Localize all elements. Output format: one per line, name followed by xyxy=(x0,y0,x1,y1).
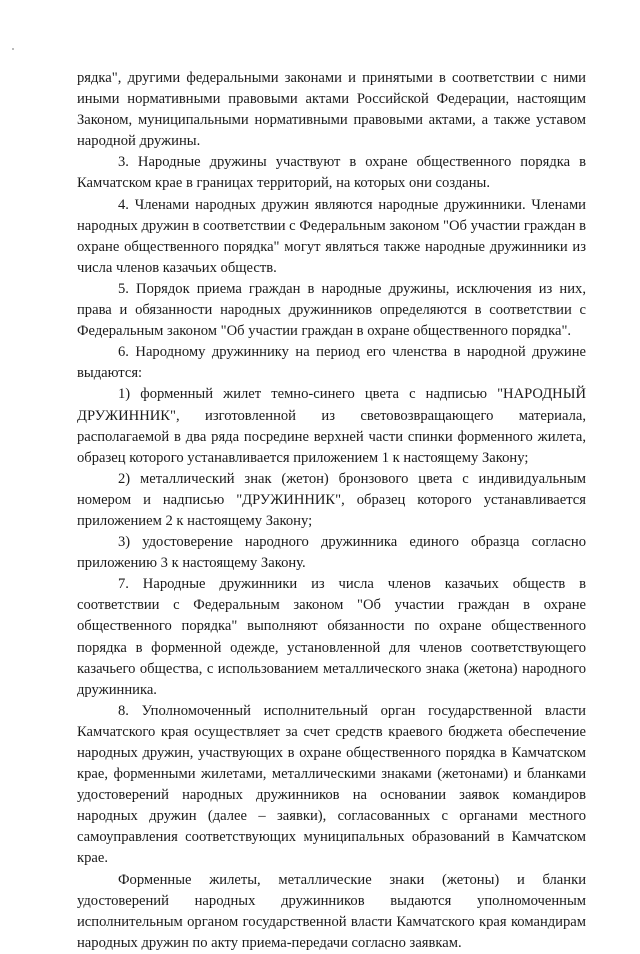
paragraph-6: 6. Народному дружиннику на период его членства в народной дружине выдаются: xyxy=(77,344,586,382)
scan-speck xyxy=(12,48,14,50)
paragraph-6-item-1: 1) форменный жилет темно-синего цвета с надписью "НАРОДНЫЙ ДРУЖИННИК", изготовленной из световозвращающего материала, располагаемой в два ряда посредине верхней части спинки форменного жилета, образец которого устанавливается приложением 1 к настоящему Закону; xyxy=(77,386,586,466)
paragraph-6-item-3: 3) удостоверение народного дружинника единого образца согласно приложению 3 к настоящему Закону. xyxy=(77,534,586,572)
paragraph-continuation: рядка", другими федеральными законами и принятыми в соответствии с ними иными нормативными правовыми актами Российской Федерации, настоящим Законом, муниципальными нормативными правовыми актами, а также уставом народной дружины. xyxy=(77,70,586,150)
paragraph-7: 7. Народные дружинники из числа членов казачьих обществ в соответствии с Федеральным законом "Об участии граждан в охране общественного порядка" выполняют обязанности по охране общественного порядка в форменной одежде, установленной для членов соответствующего казачьего общества, с использованием металлического знака (жетона) народного дружинника. xyxy=(77,576,586,698)
paragraph-6-item-2: 2) металлический знак (жетон) бронзового цвета с индивидуальным номером и надписью "ДРУЖИННИК", образец которого устанавливается приложением 2 к настоящему Закону; xyxy=(77,470,586,529)
paragraph-4: 4. Членами народных дружин являются народные дружинники. Членами народных дружин в соответствии с Федеральным законом "Об участии граждан в охране общественного порядка" могут являться также народные дружинники из числа членов казачьих обществ. xyxy=(77,196,586,276)
paragraph-8: 8. Уполномоченный исполнительный орган государственной власти Камчатского края осуществляет за счет средств краевого бюджета обеспечение народных дружин, участвующих в охране общественного порядка в Камчатском крае, форменными жилетами, металлическими знаками (жетонами) и бланками удостоверений народных дружинников на основании заявок командиров народных дружин (далее – заявки), согласованных с органами местного самоуправления соответствующих муниципальных образований в Камчатском крае. xyxy=(77,702,586,867)
paragraph-5: 5. Порядок приема граждан в народные дружины, исключения из них, права и обязанности народных дружинников определяются в соответствии с Федеральным законом "Об участии граждан в охране общественного порядка". xyxy=(77,280,586,340)
paragraph-3: 3. Народные дружины участвуют в охране общественного порядка в Камчатском крае в границах территорий, на которых они созданы. xyxy=(77,154,586,192)
paragraph-8-continuation: Форменные жилеты, металлические знаки (жетоны) и бланки удостоверений народных дружинников выдаются уполномоченным исполнительным органом государственной власти Камчатского края командирам народных дружин по акту приема-передачи согласно заявкам. xyxy=(77,871,586,951)
